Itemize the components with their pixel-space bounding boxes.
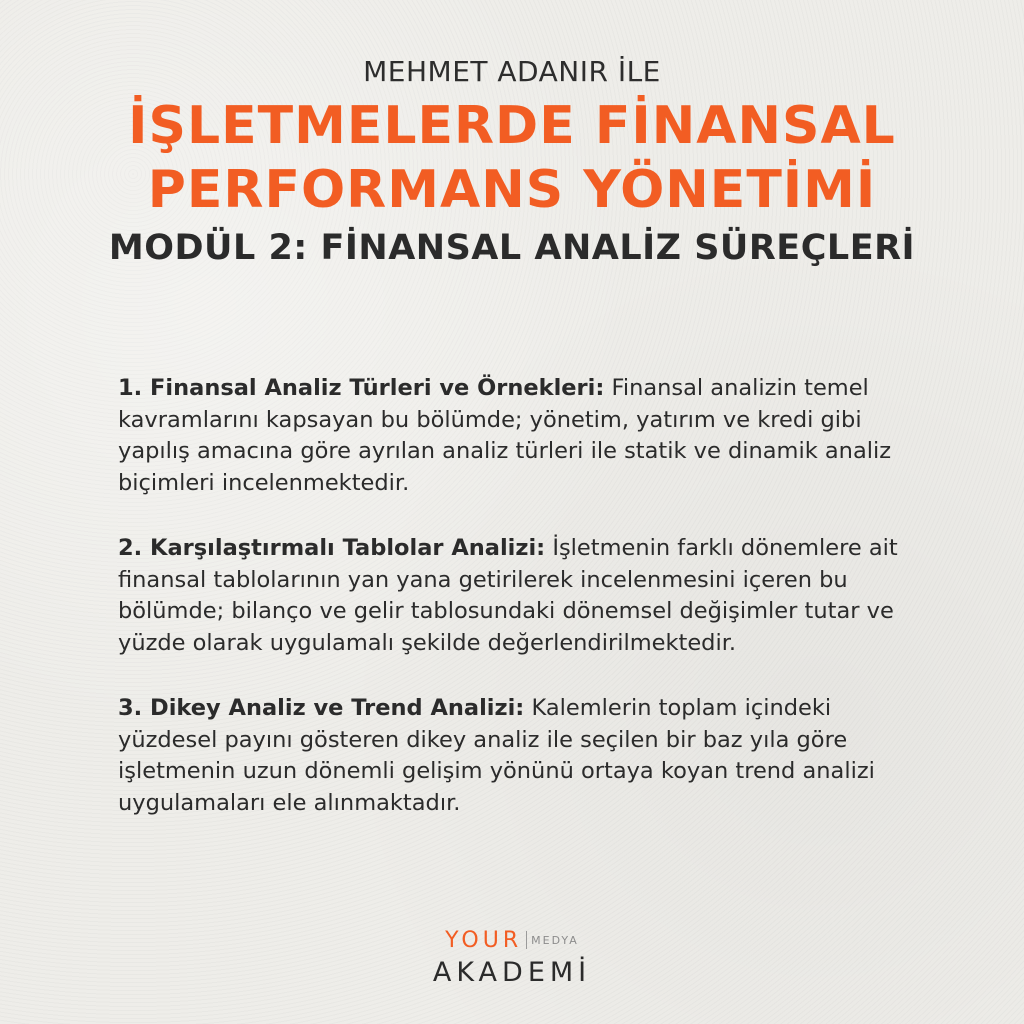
- header: [0, 52, 1024, 270]
- main-title: [0, 94, 1024, 222]
- module-title: MODÜL 2: FİNANSAL ANALİZ SÜREÇLERİ: [108, 228, 916, 268]
- content: [118, 373, 898, 853]
- section-3-body: Kalemlerin toplam içindeki yüzdesel payını gösteren dikey analiz ile seçilen bir baz yıla göre işletmenin uzun dönemli gelişim yönünü ortaya koyan trend analizi uygulamaları ele alınmaktadır.: [118, 695, 875, 816]
- logo-medya: MEDYA: [531, 933, 579, 947]
- section-3-heading: 3. Dikey Analiz ve Trend Analizi:: [118, 695, 525, 721]
- logo-your: YOUR: [445, 927, 523, 953]
- section-2: [118, 533, 898, 659]
- section-2-body: İşletmenin farklı dönemlere ait finansal tablolarının yan yana getirilerek incelenmesini içeren bu bölümde; bilanço ve gelir tablosundaki dönemsel değişimler tutar ve yüzde olarak uygulamalı şekilde değerlendirilmektedir.: [118, 535, 898, 656]
- section-1-body: Finansal analizin temel kavramlarını kapsayan bu bölümde; yönetim, yatırım ve kredi gibi yapılış amacına göre ayrılan analiz türleri ile statik ve dinamik analiz biçimleri incelenmektedir.: [118, 375, 892, 496]
- main-title-line-1: İŞLETMELERDE FİNANSAL: [128, 96, 896, 156]
- section-1-heading: 1. Finansal Analiz Türleri ve Örnekleri:: [118, 375, 605, 401]
- section-2-heading: 2. Karşılaştırmalı Tablolar Analizi:: [118, 535, 546, 561]
- brand-logo: [0, 926, 1024, 990]
- main-title-line-2: PERFORMANS YÖNETİMİ: [147, 160, 877, 220]
- logo-top: [445, 926, 579, 954]
- pre-title: MEHMET ADANIR İLE: [363, 55, 661, 88]
- section-1: [118, 373, 898, 499]
- logo-divider: [526, 931, 527, 949]
- section-3: [118, 693, 898, 819]
- logo-akademi: AKADEMİ: [432, 957, 592, 988]
